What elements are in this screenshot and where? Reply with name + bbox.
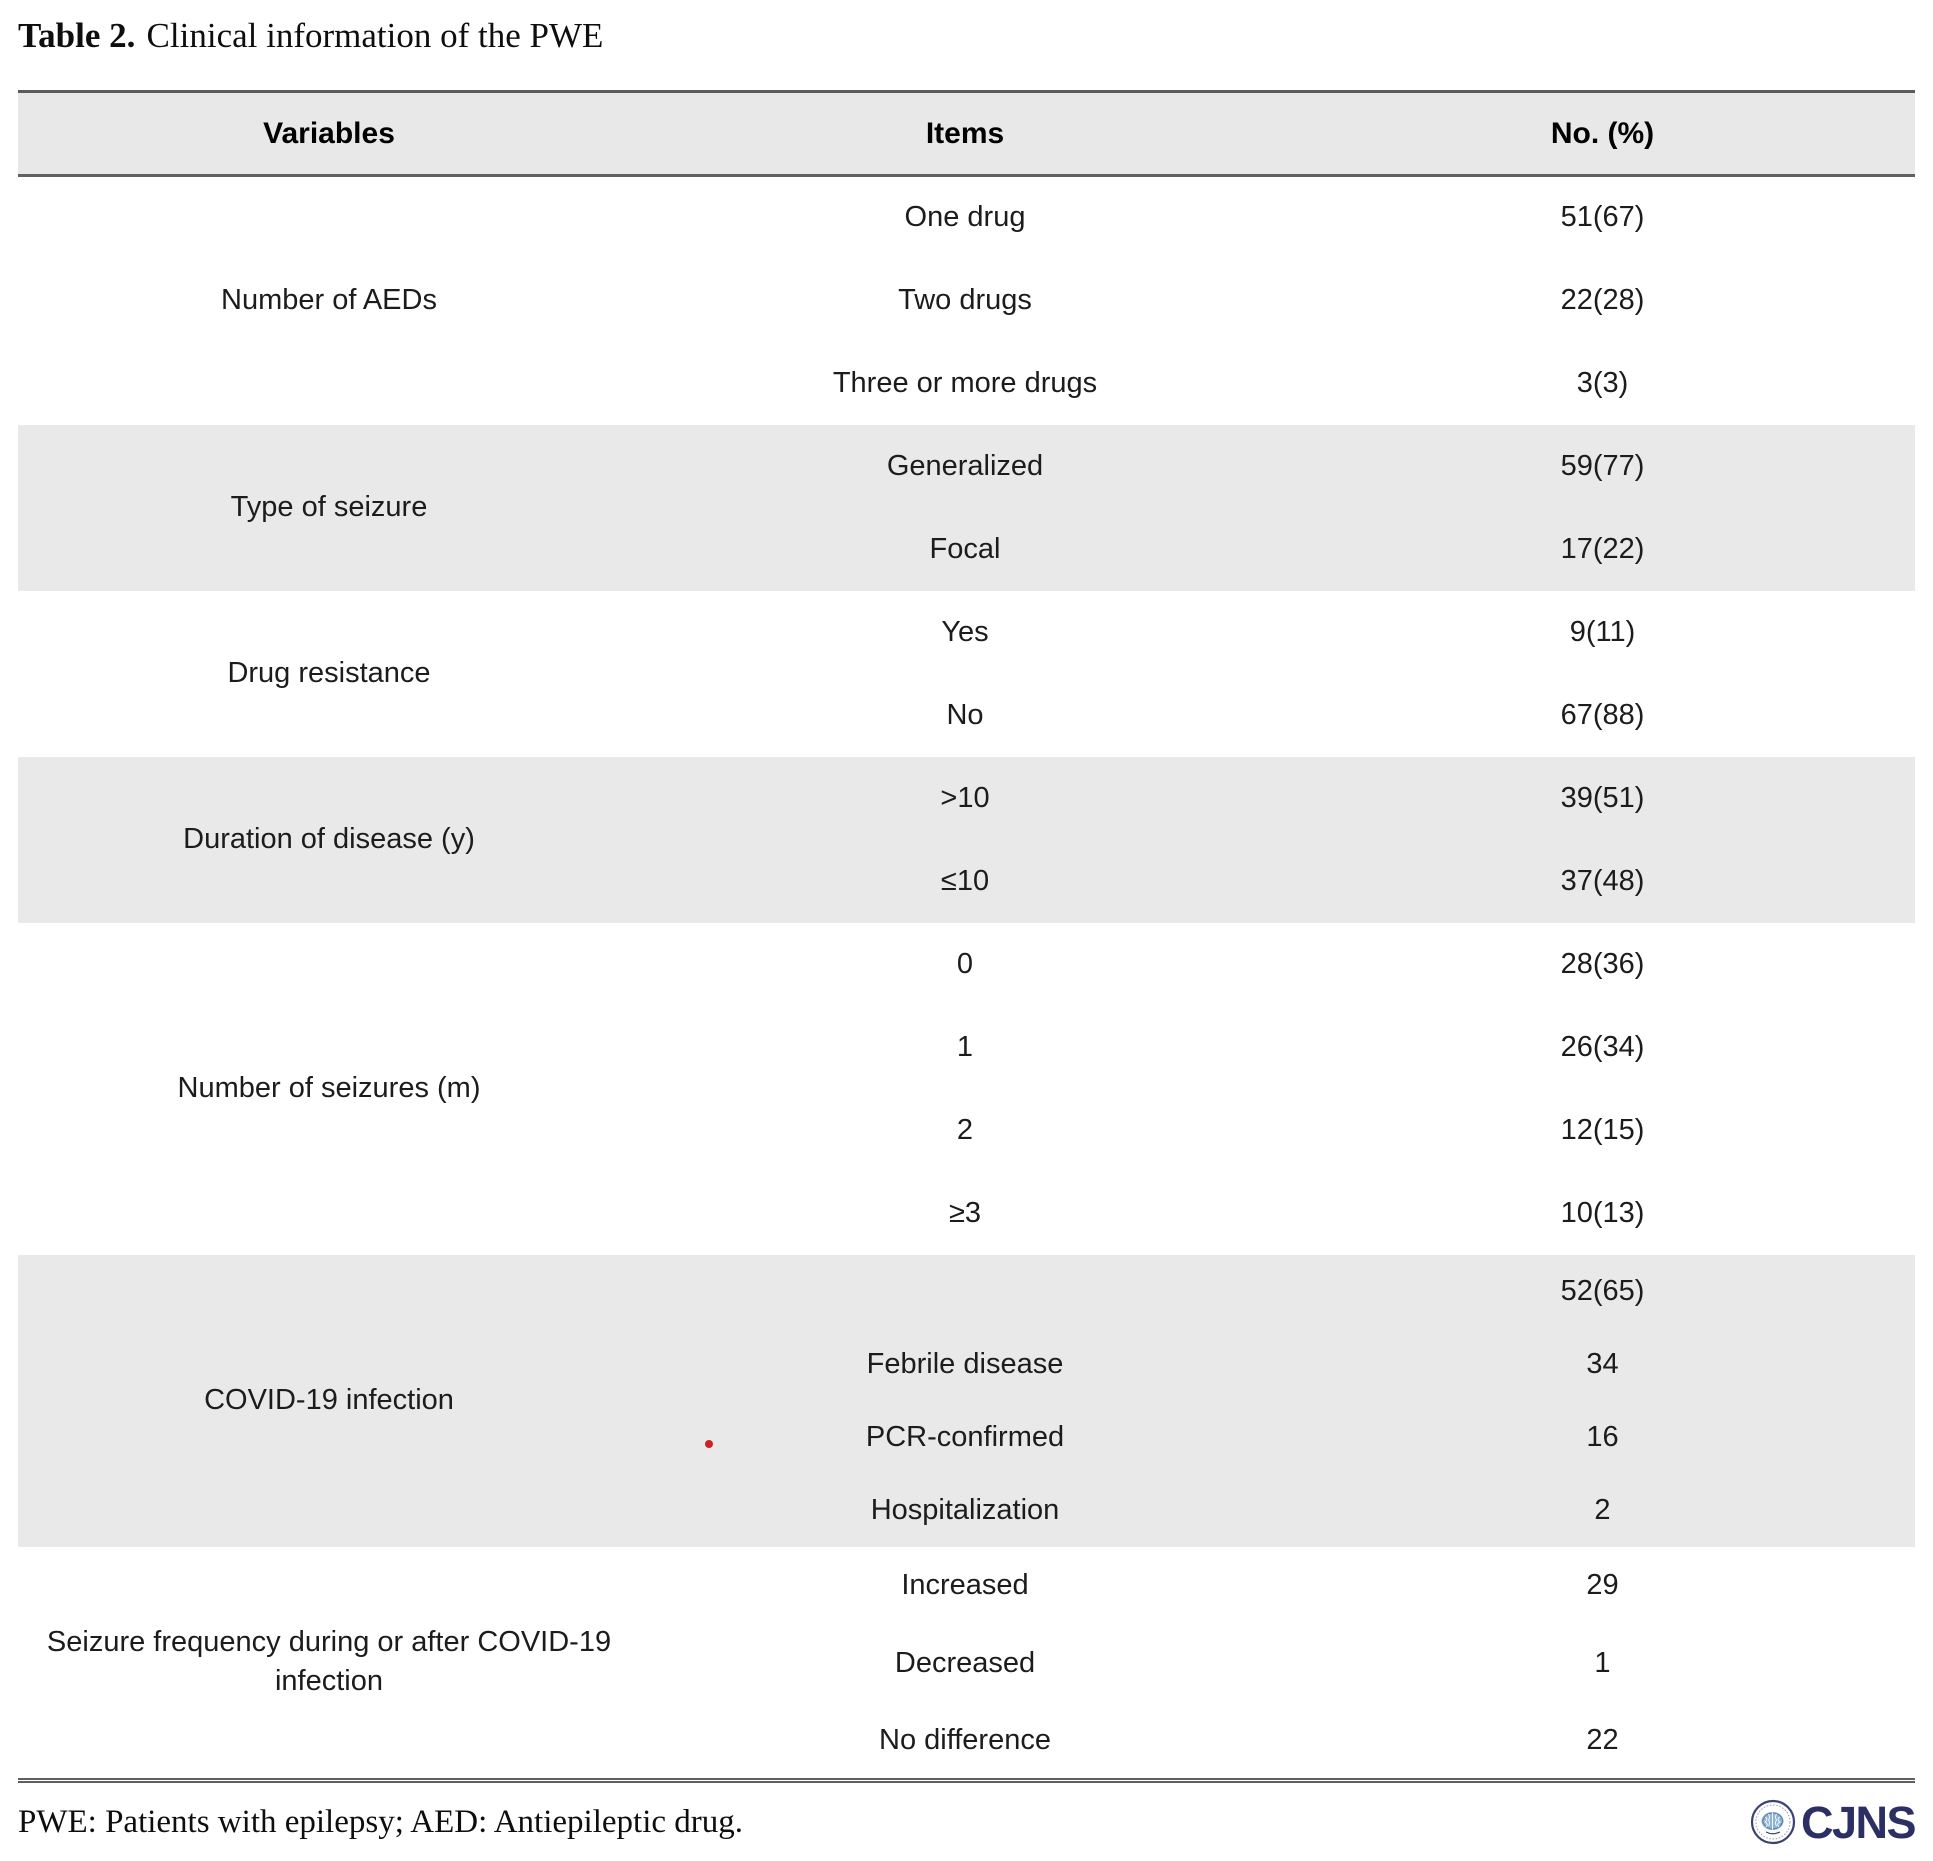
variable-cell: Duration of disease (y) xyxy=(183,822,475,855)
item-cell: Focal xyxy=(929,532,1001,565)
value-cell: 3(3) xyxy=(1576,366,1629,399)
group-number-of-aeds xyxy=(18,176,1915,425)
item-cell: ≤10 xyxy=(940,864,990,897)
item-cell: No difference xyxy=(879,1723,1051,1756)
red-dot-artifact xyxy=(705,1440,713,1448)
item-cell: No xyxy=(946,698,984,731)
value-cell: 59(77) xyxy=(1560,449,1645,482)
item-cell: >10 xyxy=(940,781,990,814)
value-cell: 34 xyxy=(1586,1347,1619,1380)
group-type-of-seizure xyxy=(18,425,1915,591)
value-cell: 51(67) xyxy=(1560,201,1645,234)
value-cell: 67(88) xyxy=(1560,698,1645,731)
table-row xyxy=(18,1255,1915,1328)
value-cell: 9(11) xyxy=(1569,615,1636,648)
group-number-of-seizures xyxy=(18,923,1915,1255)
item-cell: Two drugs xyxy=(898,283,1032,316)
value-cell: 52(65) xyxy=(1560,1274,1645,1307)
variable-cell: Number of AEDs xyxy=(221,284,437,317)
variable-cell: Seizure frequency during or after COVID-19 infection xyxy=(46,1626,612,1698)
item-cell: Generalized xyxy=(886,449,1044,482)
value-cell: 29 xyxy=(1586,1569,1619,1601)
item-cell: Yes xyxy=(941,615,989,648)
table-row xyxy=(18,591,1915,674)
item-cell: ≥3 xyxy=(948,1196,982,1229)
group-seizure-frequency xyxy=(18,1547,1915,1781)
group-duration-of-disease xyxy=(18,757,1915,923)
value-cell: 37(48) xyxy=(1560,864,1645,897)
item-cell xyxy=(640,1255,1290,1328)
header-row xyxy=(18,92,1915,176)
column-header-items: Items xyxy=(640,92,1290,176)
table-header xyxy=(18,92,1915,176)
value-cell: 22(28) xyxy=(1560,283,1645,316)
table-caption-text: Clinical information of the PWE xyxy=(146,16,604,55)
item-cell: 2 xyxy=(956,1113,974,1146)
item-cell: PCR-confirmed xyxy=(865,1420,1065,1453)
item-cell: 1 xyxy=(956,1030,974,1063)
group-drug-resistance xyxy=(18,591,1915,757)
value-cell: 16 xyxy=(1586,1420,1619,1453)
cjns-logo xyxy=(1750,1796,1915,1848)
value-cell: 28(36) xyxy=(1560,947,1645,980)
variable-cell: COVID-19 infection xyxy=(204,1383,454,1416)
table-caption-label: Table 2. xyxy=(18,16,136,55)
table-row xyxy=(18,923,1915,1006)
value-cell: 26(34) xyxy=(1560,1030,1645,1063)
table-caption xyxy=(0,0,1933,90)
variable-cell: Number of seizures (m) xyxy=(177,1071,481,1104)
item-cell: One drug xyxy=(904,201,1026,234)
value-cell: 2 xyxy=(1594,1493,1611,1526)
item-cell: Decreased xyxy=(894,1647,1036,1679)
value-cell: 39(51) xyxy=(1560,781,1645,814)
table-footer xyxy=(18,1796,1915,1848)
value-cell: 22 xyxy=(1586,1723,1619,1756)
journal-logo-text: CJNS xyxy=(1800,1796,1915,1848)
variable-cell: Drug resistance xyxy=(227,656,431,689)
clinical-info-table xyxy=(18,90,1915,1783)
table-row xyxy=(18,425,1915,508)
item-cell: Three or more drugs xyxy=(832,366,1098,399)
group-covid-19-infection xyxy=(18,1255,1915,1547)
table-row xyxy=(18,1547,1915,1625)
table-row xyxy=(18,757,1915,840)
item-cell: Hospitalization xyxy=(870,1493,1060,1526)
table-row xyxy=(18,176,1915,259)
value-cell: 1 xyxy=(1594,1647,1611,1679)
column-header-no-pct: No. (%) xyxy=(1290,92,1915,176)
value-cell: 10(13) xyxy=(1560,1196,1645,1229)
column-header-variables: Variables xyxy=(18,92,640,176)
item-cell: Febrile disease xyxy=(866,1347,1064,1380)
variable-cell: Type of seizure xyxy=(230,490,428,523)
item-cell: 0 xyxy=(956,947,974,980)
value-cell: 17(22) xyxy=(1560,532,1645,565)
item-cell: Increased xyxy=(901,1569,1029,1601)
footnote: PWE: Patients with epilepsy; AED: Antiepileptic drug. xyxy=(18,1803,744,1840)
value-cell: 12(15) xyxy=(1560,1113,1645,1146)
journal-seal-icon xyxy=(1750,1799,1796,1845)
